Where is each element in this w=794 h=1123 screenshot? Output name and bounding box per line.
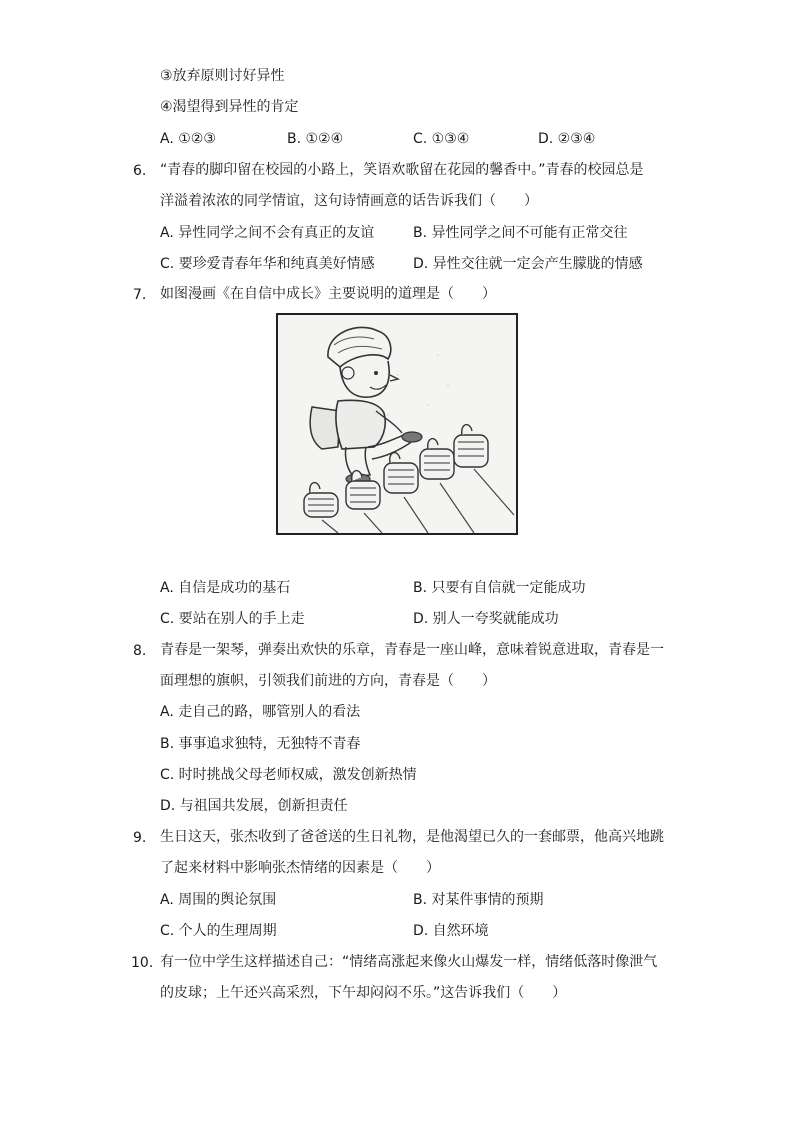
q9-option-d[interactable]: D. 自然环境 — [413, 923, 489, 939]
q10-stem-line-1: 有一位中学生这样描述自己：“情绪高涨起来像火山爆发一样，情绪低落时像泄气 — [160, 954, 658, 970]
q6-option-d[interactable]: D. 异性交往就一定会产生朦胧的情感 — [413, 256, 643, 272]
q8-option-d[interactable]: D. 与祖国共发展，创新担责任 — [160, 798, 348, 814]
q6-number: 6. — [133, 163, 147, 179]
q8-stem-line-2: 面理想的旗帜，引领我们前进的方向，青春是（ ） — [160, 673, 496, 689]
q6-option-a[interactable]: A. 异性同学之间不会有真正的友谊 — [160, 225, 375, 241]
q5-item-3: ③放弃原则讨好异性 — [160, 68, 285, 84]
q7-number: 7. — [133, 287, 147, 303]
q9-stem-line-2: 了起来材料中影响张杰情绪的因素是（ ） — [160, 860, 440, 876]
cartoon-illustration — [278, 315, 516, 533]
q5-option-d[interactable]: D. ②③④ — [538, 131, 596, 147]
q6-option-b[interactable]: B. 异性同学之间不可能有正常交往 — [413, 225, 628, 241]
q9-number: 9. — [133, 830, 147, 846]
q9-option-a[interactable]: A. 周围的舆论氛围 — [160, 892, 277, 908]
q9-stem-line-1: 生日这天，张杰收到了爸爸送的生日礼物，是他渴望已久的一套邮票，他高兴地跳 — [160, 829, 664, 845]
q7-option-d[interactable]: D. 别人一夸奖就能成功 — [413, 611, 559, 627]
q6-option-c[interactable]: C. 要珍爱青春年华和纯真美好情感 — [160, 256, 375, 272]
q10-number: 10. — [131, 955, 154, 971]
q8-option-a[interactable]: A. 走自己的路，哪管别人的看法 — [160, 704, 361, 720]
q8-option-c[interactable]: C. 时时挑战父母老师权威，激发创新热情 — [160, 767, 417, 783]
q5-item-4: ④渴望得到异性的肯定 — [160, 99, 299, 115]
q7-option-a[interactable]: A. 自信是成功的基石 — [160, 580, 291, 596]
q10-stem-line-2: 的皮球；上午还兴高采烈，下午却闷闷不乐。”这告诉我们（ ） — [160, 985, 567, 1001]
q9-option-c[interactable]: C. 个人的生理周期 — [160, 923, 277, 939]
q8-stem-line-1: 青春是一架琴，弹奏出欢快的乐章，青春是一座山峰，意味着锐意进取，青春是一 — [160, 642, 664, 658]
q9-option-b[interactable]: B. 对某件事情的预期 — [413, 892, 544, 908]
q5-option-b[interactable]: B. ①②④ — [287, 131, 344, 147]
q5-option-a[interactable]: A. ①②③ — [160, 131, 216, 147]
q8-option-b[interactable]: B. 事事追求独特，无独特不青春 — [160, 736, 361, 752]
q7-option-b[interactable]: B. 只要有自信就一定能成功 — [413, 580, 586, 596]
q7-stem-line-1: 如图漫画《在自信中成长》主要说明的道理是（ ） — [160, 286, 496, 302]
q5-option-c[interactable]: C. ①③④ — [413, 131, 470, 147]
q6-stem-line-2: 洋溢着浓浓的同学情谊，这句诗情画意的话告诉我们（ ） — [160, 193, 538, 209]
q8-number: 8. — [133, 643, 147, 659]
q7-option-c[interactable]: C. 要站在别人的手上走 — [160, 611, 305, 627]
confidence-cartoon-image — [276, 313, 518, 535]
q6-stem-line-1: “青春的脚印留在校园的小路上，笑语欢歌留在花园的馨香中。”青春的校园总是 — [160, 162, 644, 178]
